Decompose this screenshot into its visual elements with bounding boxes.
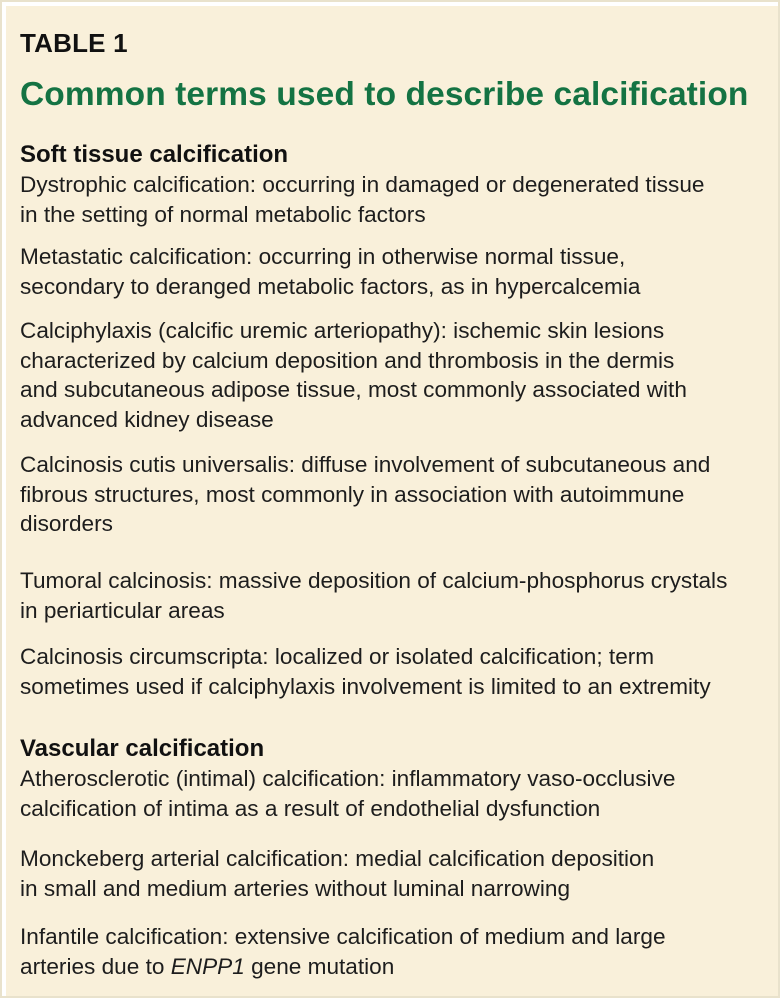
gene-name: ENPP1 (170, 953, 245, 979)
entry-line: Calcinosis cutis universalis: diffuse involvement of subcutaneous and (20, 452, 711, 477)
entry-dystrophic (20, 170, 768, 229)
entry-line (20, 952, 768, 982)
entry-line: Infantile calcification: extensive calcification of medium and large (20, 924, 666, 949)
soft-tissue-heading: Soft tissue calcification (20, 141, 289, 168)
entry-calciphylaxis (20, 316, 768, 434)
entry-line: Calcinosis circumscripta: localized or isolated calcification; term (20, 644, 655, 669)
entry-calcinosis-circumscripta (20, 642, 768, 701)
entry-line: and subcutaneous adipose tissue, most commonly associated with (20, 377, 687, 402)
entry-line: Tumoral calcinosis: massive deposition of calcium-phosphorus crystals (20, 568, 728, 593)
entry-line: fibrous structures, most commonly in association with autoimmune (20, 481, 685, 507)
table-panel (6, 6, 778, 996)
entry-tumoral-calcinosis (20, 566, 768, 625)
vascular-heading: Vascular calcification (20, 735, 265, 762)
entry-line: in periarticular areas (20, 597, 225, 623)
table-label: TABLE 1 (20, 28, 128, 58)
entry-infantile (20, 922, 768, 981)
entry-calcinosis-universalis (20, 450, 768, 539)
entry-line: Atherosclerotic (intimal) calcification: inflammatory vaso-occlusive (20, 766, 676, 791)
entry-line: secondary to deranged metabolic factors, as in hypercalcemia (20, 273, 641, 299)
entry-line: characterized by calcium deposition and thrombosis in the dermis (20, 347, 675, 373)
line-text: gene mutation (244, 953, 395, 979)
entry-atherosclerotic (20, 764, 768, 823)
entry-line: Metastatic calcification: occurring in otherwise normal tissue, (20, 244, 626, 269)
entry-line: Dystrophic calcification: occurring in damaged or degenerated tissue (20, 172, 705, 197)
entry-line: sometimes used if calciphylaxis involvement is limited to an extremity (20, 673, 711, 699)
entry-line: calcification of intima as a result of endothelial dysfunction (20, 795, 601, 821)
entry-line: disorders (20, 511, 113, 536)
entry-line: in the setting of normal metabolic factors (20, 201, 426, 227)
entry-line: Calciphylaxis (calcific uremic arteriopathy): ischemic skin lesions (20, 318, 665, 343)
entry-metastatic (20, 242, 768, 301)
entry-line: Monckeberg arterial calcification: medial calcification deposition (20, 846, 655, 871)
entry-line: in small and medium arteries without luminal narrowing (20, 875, 571, 901)
entry-line: advanced kidney disease (20, 406, 274, 432)
line-text: arteries due to (20, 953, 171, 979)
entry-monckeberg (20, 844, 768, 903)
table-title: Common terms used to describe calcification (20, 76, 749, 113)
